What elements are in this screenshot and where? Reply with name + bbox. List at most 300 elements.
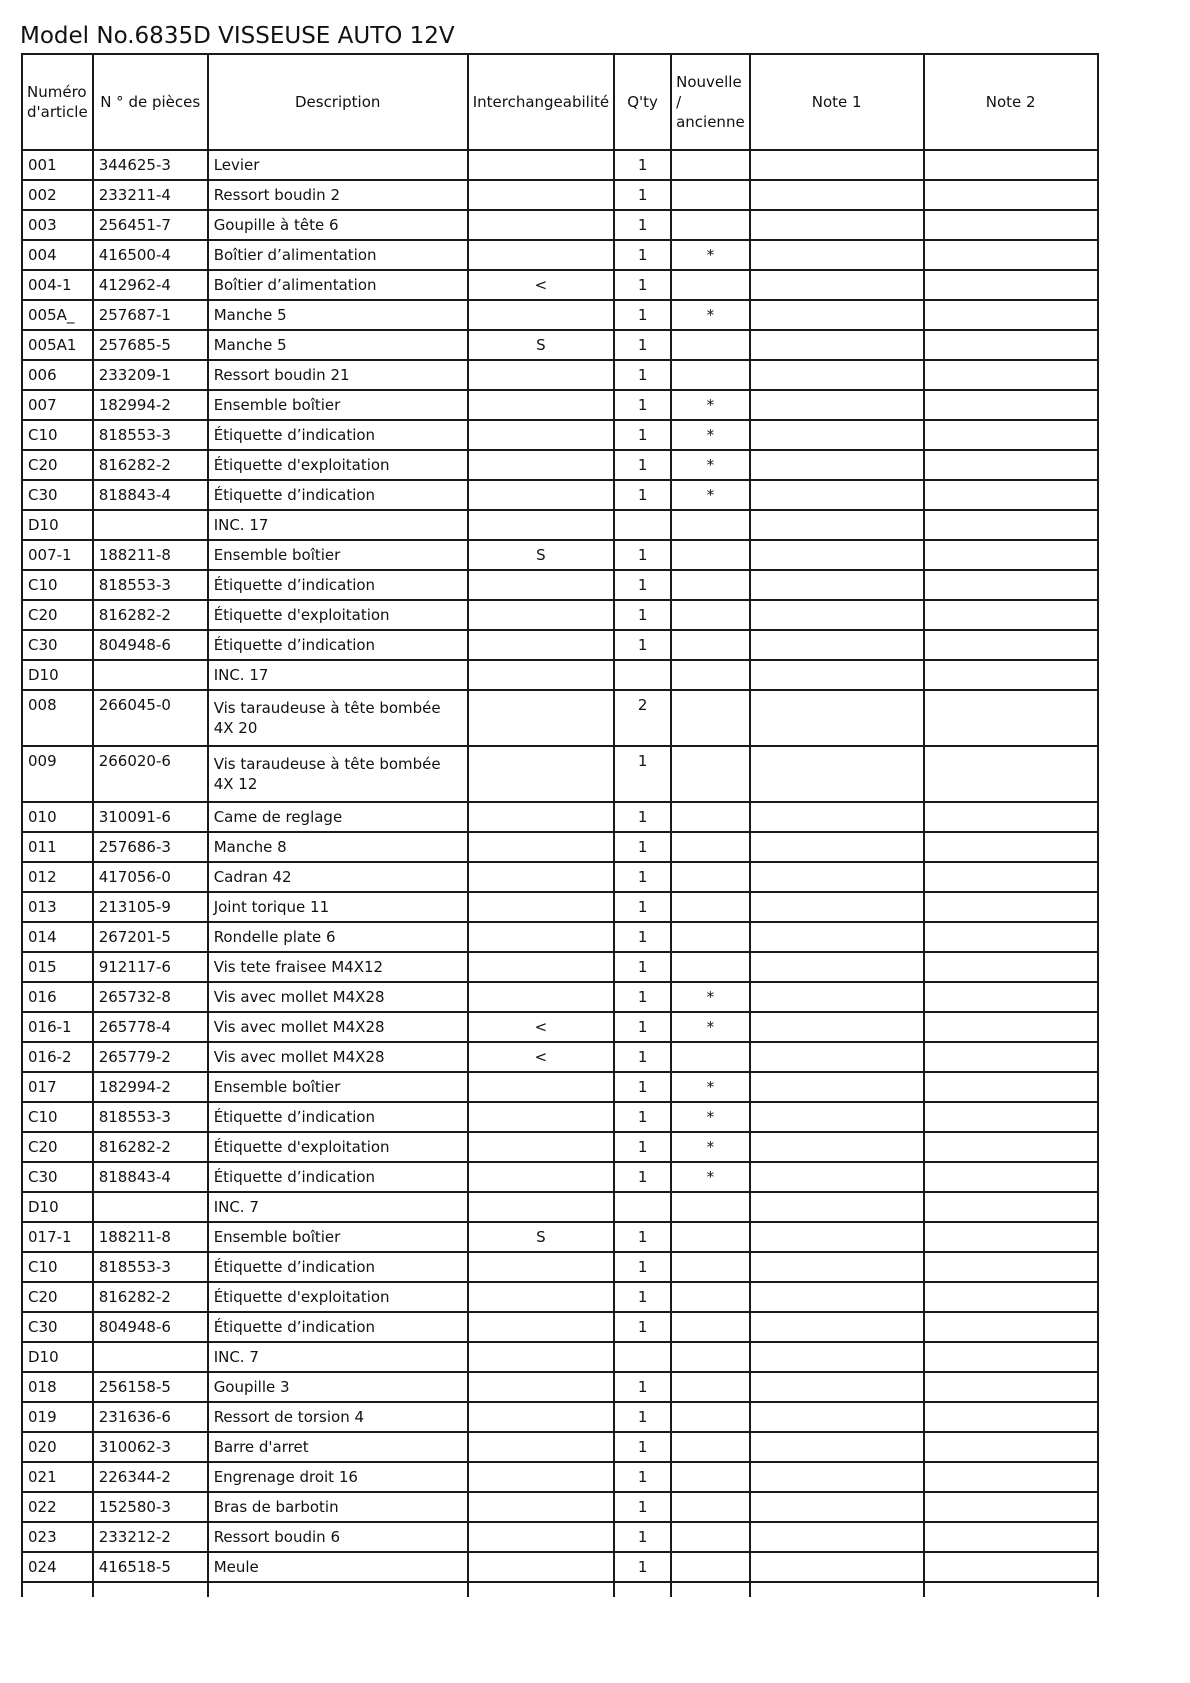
item-number-cell: C10 — [22, 420, 93, 450]
table-row — [22, 1042, 1098, 1072]
note2-cell — [924, 570, 1098, 600]
part-number-cell — [93, 510, 208, 540]
item-number-cell: C30 — [22, 480, 93, 510]
interchangeability-cell — [468, 1252, 614, 1282]
note1-cell — [750, 180, 924, 210]
item-number-cell: 010 — [22, 802, 93, 832]
item-number-cell: 020 — [22, 1432, 93, 1462]
note2-cell — [924, 450, 1098, 480]
part-number-cell: 188211-8 — [93, 1222, 208, 1252]
new-old-cell — [671, 802, 750, 832]
item-number-cell: C20 — [22, 1282, 93, 1312]
new-old-cell: * — [671, 420, 750, 450]
empty-cell — [468, 1582, 614, 1597]
header-description: Description — [208, 54, 468, 150]
note2-cell — [924, 240, 1098, 270]
table-row — [22, 690, 1098, 746]
note2-cell — [924, 1462, 1098, 1492]
part-number-cell: 816282-2 — [93, 450, 208, 480]
item-number-cell: C30 — [22, 630, 93, 660]
interchangeability-cell — [468, 1282, 614, 1312]
note2-cell — [924, 922, 1098, 952]
table-row — [22, 802, 1098, 832]
new-old-cell: * — [671, 1012, 750, 1042]
item-number-cell: C20 — [22, 450, 93, 480]
part-number-cell: 816282-2 — [93, 1132, 208, 1162]
note1-cell — [750, 1492, 924, 1522]
qty-cell: 1 — [614, 390, 671, 420]
new-old-cell: * — [671, 982, 750, 1012]
part-number-cell: 233212-2 — [93, 1522, 208, 1552]
qty-cell: 2 — [614, 690, 671, 746]
note2-cell — [924, 802, 1098, 832]
note2-cell — [924, 862, 1098, 892]
note1-cell — [750, 1522, 924, 1552]
note2-cell — [924, 1072, 1098, 1102]
note2-cell — [924, 1222, 1098, 1252]
table-row — [22, 1552, 1098, 1582]
table-row — [22, 480, 1098, 510]
note1-cell — [750, 802, 924, 832]
table-row — [22, 660, 1098, 690]
table-row — [22, 922, 1098, 952]
new-old-cell: * — [671, 1102, 750, 1132]
item-number-cell: 004 — [22, 240, 93, 270]
interchangeability-cell — [468, 240, 614, 270]
interchangeability-cell: S — [468, 330, 614, 360]
part-number-cell: 152580-3 — [93, 1492, 208, 1522]
note2-cell — [924, 1522, 1098, 1552]
table-row — [22, 746, 1098, 802]
item-number-cell: D10 — [22, 1342, 93, 1372]
description-cell: INC. 7 — [208, 1192, 468, 1222]
part-number-cell: 816282-2 — [93, 1282, 208, 1312]
item-number-cell: 018 — [22, 1372, 93, 1402]
table-row — [22, 1162, 1098, 1192]
description-cell: Vis avec mollet M4X28 — [208, 1042, 468, 1072]
new-old-cell — [671, 180, 750, 210]
interchangeability-cell — [468, 1162, 614, 1192]
item-number-cell: 007 — [22, 390, 93, 420]
qty-cell: 1 — [614, 802, 671, 832]
interchangeability-cell — [468, 360, 614, 390]
qty-cell: 1 — [614, 570, 671, 600]
interchangeability-cell: S — [468, 540, 614, 570]
note1-cell — [750, 1132, 924, 1162]
new-old-cell — [671, 600, 750, 630]
new-old-cell — [671, 952, 750, 982]
note2-cell — [924, 300, 1098, 330]
page-title: Model No.6835D VISSEUSE AUTO 12V — [20, 23, 455, 49]
interchangeability-cell — [468, 600, 614, 630]
part-number-cell — [93, 660, 208, 690]
table-row — [22, 540, 1098, 570]
note1-cell — [750, 570, 924, 600]
table-row — [22, 892, 1098, 922]
interchangeability-cell — [468, 660, 614, 690]
note1-cell — [750, 1462, 924, 1492]
empty-cell — [22, 1582, 93, 1597]
new-old-cell — [671, 1282, 750, 1312]
note1-cell — [750, 1222, 924, 1252]
note2-cell — [924, 210, 1098, 240]
part-number-cell: 182994-2 — [93, 1072, 208, 1102]
qty-cell: 1 — [614, 210, 671, 240]
new-old-cell — [671, 1492, 750, 1522]
new-old-cell — [671, 1372, 750, 1402]
description-cell: Étiquette d’indication — [208, 1162, 468, 1192]
description-cell: Ressort boudin 21 — [208, 360, 468, 390]
interchangeability-cell — [468, 1372, 614, 1402]
table-row — [22, 1282, 1098, 1312]
part-number-cell: 231636-6 — [93, 1402, 208, 1432]
interchangeability-cell — [468, 1072, 614, 1102]
qty-cell: 1 — [614, 1462, 671, 1492]
part-number-cell: 412962-4 — [93, 270, 208, 300]
table-row — [22, 1252, 1098, 1282]
item-number-cell: D10 — [22, 510, 93, 540]
description-cell: Vis avec mollet M4X28 — [208, 982, 468, 1012]
table-row — [22, 1012, 1098, 1042]
note2-cell — [924, 660, 1098, 690]
interchangeability-cell — [468, 1192, 614, 1222]
part-number-cell: 256158-5 — [93, 1372, 208, 1402]
qty-cell: 1 — [614, 1552, 671, 1582]
description-cell: Joint torique 11 — [208, 892, 468, 922]
table-row — [22, 510, 1098, 540]
note2-cell — [924, 1042, 1098, 1072]
table-row — [22, 300, 1098, 330]
interchangeability-cell — [468, 690, 614, 746]
note1-cell — [750, 270, 924, 300]
description-cell: Étiquette d'exploitation — [208, 600, 468, 630]
note2-cell — [924, 630, 1098, 660]
header-new-old: Nouvelle / ancienne — [671, 54, 750, 150]
description-cell: Étiquette d’indication — [208, 570, 468, 600]
new-old-cell: * — [671, 300, 750, 330]
qty-cell: 1 — [614, 1012, 671, 1042]
qty-cell: 1 — [614, 630, 671, 660]
note2-cell — [924, 360, 1098, 390]
interchangeability-cell — [468, 862, 614, 892]
item-number-cell: 004-1 — [22, 270, 93, 300]
note2-cell — [924, 420, 1098, 450]
description-cell: Vis avec mollet M4X28 — [208, 1012, 468, 1042]
note1-cell — [750, 832, 924, 862]
note1-cell — [750, 1312, 924, 1342]
qty-cell: 1 — [614, 952, 671, 982]
item-number-cell: 008 — [22, 690, 93, 746]
item-number-cell: 013 — [22, 892, 93, 922]
description-cell: Ensemble boîtier — [208, 390, 468, 420]
interchangeability-cell — [468, 180, 614, 210]
table-row — [22, 1102, 1098, 1132]
note2-cell — [924, 1162, 1098, 1192]
note1-cell — [750, 1042, 924, 1072]
note1-cell — [750, 892, 924, 922]
item-number-cell: C30 — [22, 1312, 93, 1342]
header-note1: Note 1 — [750, 54, 924, 150]
description-cell: Engrenage droit 16 — [208, 1462, 468, 1492]
header-part-no: N ° de pièces — [93, 54, 208, 150]
item-number-cell: C20 — [22, 600, 93, 630]
note2-cell — [924, 1132, 1098, 1162]
interchangeability-cell — [468, 982, 614, 1012]
table-row — [22, 1432, 1098, 1462]
note2-cell — [924, 746, 1098, 802]
description-cell: Rondelle plate 6 — [208, 922, 468, 952]
new-old-cell — [671, 832, 750, 862]
item-number-cell: C10 — [22, 570, 93, 600]
item-number-cell: D10 — [22, 1192, 93, 1222]
note1-cell — [750, 480, 924, 510]
note1-cell — [750, 300, 924, 330]
item-number-cell: 017 — [22, 1072, 93, 1102]
part-number-cell: 416500-4 — [93, 240, 208, 270]
note1-cell — [750, 952, 924, 982]
table-row — [22, 1402, 1098, 1432]
part-number-cell: 818553-3 — [93, 1102, 208, 1132]
table-row — [22, 1522, 1098, 1552]
item-number-cell: 006 — [22, 360, 93, 390]
description-cell: INC. 7 — [208, 1342, 468, 1372]
qty-cell: 1 — [614, 1312, 671, 1342]
new-old-cell: * — [671, 450, 750, 480]
part-number-cell: 265732-8 — [93, 982, 208, 1012]
note1-cell — [750, 540, 924, 570]
interchangeability-cell: S — [468, 1222, 614, 1252]
description-cell: Étiquette d’indication — [208, 420, 468, 450]
interchangeability-cell — [468, 480, 614, 510]
note1-cell — [750, 510, 924, 540]
part-number-cell: 818843-4 — [93, 480, 208, 510]
part-number-cell: 256451-7 — [93, 210, 208, 240]
description-cell: Boîtier d’alimentation — [208, 240, 468, 270]
description-cell: Manche 5 — [208, 330, 468, 360]
note2-cell — [924, 832, 1098, 862]
interchangeability-cell — [468, 832, 614, 862]
item-number-cell: 012 — [22, 862, 93, 892]
description-cell: Ressort boudin 2 — [208, 180, 468, 210]
part-number-cell: 233209-1 — [93, 360, 208, 390]
part-number-cell: 213105-9 — [93, 892, 208, 922]
new-old-cell — [671, 630, 750, 660]
new-old-cell — [671, 1552, 750, 1582]
note1-cell — [750, 1402, 924, 1432]
empty-cell — [750, 1582, 924, 1597]
item-number-cell: C30 — [22, 1162, 93, 1192]
note2-cell — [924, 1102, 1098, 1132]
note1-cell — [750, 1342, 924, 1372]
description-cell: Ressort boudin 6 — [208, 1522, 468, 1552]
interchangeability-cell — [468, 300, 614, 330]
note1-cell — [750, 660, 924, 690]
note2-cell — [924, 1342, 1098, 1372]
description-cell: Ensemble boîtier — [208, 1072, 468, 1102]
note2-cell — [924, 1372, 1098, 1402]
table-row — [22, 1372, 1098, 1402]
description-cell: Boîtier d’alimentation — [208, 270, 468, 300]
empty-cell — [671, 1582, 750, 1597]
interchangeability-cell — [468, 510, 614, 540]
interchangeability-cell — [468, 1552, 614, 1582]
new-old-cell — [671, 510, 750, 540]
empty-cell — [614, 1582, 671, 1597]
interchangeability-cell — [468, 1342, 614, 1372]
interchangeability-cell — [468, 1132, 614, 1162]
item-number-cell: 019 — [22, 1402, 93, 1432]
note1-cell — [750, 420, 924, 450]
interchangeability-cell — [468, 1102, 614, 1132]
part-number-cell — [93, 1342, 208, 1372]
description-cell: Cadran 42 — [208, 862, 468, 892]
qty-cell: 1 — [614, 746, 671, 802]
item-number-cell: 014 — [22, 922, 93, 952]
description-cell: INC. 17 — [208, 660, 468, 690]
note1-cell — [750, 746, 924, 802]
qty-cell: 1 — [614, 600, 671, 630]
part-number-cell: 816282-2 — [93, 600, 208, 630]
qty-cell: 1 — [614, 420, 671, 450]
qty-cell: 1 — [614, 360, 671, 390]
description-cell: Vis tete fraisee M4X12 — [208, 952, 468, 982]
part-number-cell: 265779-2 — [93, 1042, 208, 1072]
table-row — [22, 240, 1098, 270]
interchangeability-cell: < — [468, 1012, 614, 1042]
part-number-cell: 265778-4 — [93, 1012, 208, 1042]
description-cell: Levier — [208, 150, 468, 180]
interchangeability-cell — [468, 1492, 614, 1522]
note2-cell — [924, 1192, 1098, 1222]
note1-cell — [750, 210, 924, 240]
qty-cell — [614, 660, 671, 690]
table-row — [22, 1192, 1098, 1222]
part-number-cell: 912117-6 — [93, 952, 208, 982]
new-old-cell: * — [671, 240, 750, 270]
part-number-cell: 257687-1 — [93, 300, 208, 330]
note2-cell — [924, 480, 1098, 510]
interchangeability-cell — [468, 1312, 614, 1342]
note1-cell — [750, 1252, 924, 1282]
interchangeability-cell — [468, 570, 614, 600]
empty-cell — [93, 1582, 208, 1597]
note2-cell — [924, 180, 1098, 210]
interchangeability-cell — [468, 150, 614, 180]
part-number-cell: 188211-8 — [93, 540, 208, 570]
table-row — [22, 862, 1098, 892]
note1-cell — [750, 690, 924, 746]
note2-cell — [924, 1432, 1098, 1462]
part-number-cell: 818553-3 — [93, 1252, 208, 1282]
description-cell: Goupille 3 — [208, 1372, 468, 1402]
note1-cell — [750, 390, 924, 420]
description-cell: Étiquette d’indication — [208, 480, 468, 510]
interchangeability-cell — [468, 450, 614, 480]
note1-cell — [750, 1072, 924, 1102]
table-row — [22, 1492, 1098, 1522]
note1-cell — [750, 600, 924, 630]
part-number-cell: 416518-5 — [93, 1552, 208, 1582]
header-qty: Q'ty — [614, 54, 671, 150]
interchangeability-cell: < — [468, 270, 614, 300]
qty-cell — [614, 1342, 671, 1372]
part-number-cell: 804948-6 — [93, 630, 208, 660]
note1-cell — [750, 922, 924, 952]
table-row — [22, 420, 1098, 450]
qty-cell — [614, 1192, 671, 1222]
part-number-cell: 233211-4 — [93, 180, 208, 210]
table-row — [22, 390, 1098, 420]
empty-cell — [924, 1582, 1098, 1597]
interchangeability-cell — [468, 1522, 614, 1552]
interchangeability-cell — [468, 802, 614, 832]
interchangeability-cell — [468, 892, 614, 922]
note1-cell — [750, 1552, 924, 1582]
new-old-cell — [671, 210, 750, 240]
note2-cell — [924, 1552, 1098, 1582]
new-old-cell — [671, 892, 750, 922]
note1-cell — [750, 360, 924, 390]
table-row — [22, 570, 1098, 600]
qty-cell: 1 — [614, 150, 671, 180]
new-old-cell — [671, 1462, 750, 1492]
interchangeability-cell — [468, 952, 614, 982]
new-old-cell — [671, 540, 750, 570]
description-cell: Meule — [208, 1552, 468, 1582]
interchangeability-cell — [468, 1432, 614, 1462]
new-old-cell: * — [671, 480, 750, 510]
table-header-row — [22, 54, 1098, 150]
new-old-cell — [671, 1222, 750, 1252]
interchangeability-cell — [468, 630, 614, 660]
table-row — [22, 832, 1098, 862]
description-cell: Ensemble boîtier — [208, 540, 468, 570]
description-cell: Ressort de torsion 4 — [208, 1402, 468, 1432]
description-cell: INC. 17 — [208, 510, 468, 540]
description-cell: Bras de barbotin — [208, 1492, 468, 1522]
new-old-cell — [671, 1432, 750, 1462]
qty-cell: 1 — [614, 832, 671, 862]
qty-cell: 1 — [614, 922, 671, 952]
interchangeability-cell — [468, 746, 614, 802]
new-old-cell — [671, 746, 750, 802]
new-old-cell — [671, 1192, 750, 1222]
qty-cell: 1 — [614, 540, 671, 570]
note2-cell — [924, 270, 1098, 300]
description-cell: Étiquette d'exploitation — [208, 1282, 468, 1312]
interchangeability-cell: < — [468, 1042, 614, 1072]
part-number-cell: 804948-6 — [93, 1312, 208, 1342]
table-row — [22, 450, 1098, 480]
table-row — [22, 180, 1098, 210]
table-row — [22, 210, 1098, 240]
note2-cell — [924, 1402, 1098, 1432]
note2-cell — [924, 390, 1098, 420]
item-number-cell: 001 — [22, 150, 93, 180]
note2-cell — [924, 1252, 1098, 1282]
header-item-no: Numéro d'article — [22, 54, 93, 150]
part-number-cell: 182994-2 — [93, 390, 208, 420]
note2-cell — [924, 1312, 1098, 1342]
qty-cell: 1 — [614, 270, 671, 300]
new-old-cell — [671, 1522, 750, 1552]
note2-cell — [924, 150, 1098, 180]
interchangeability-cell — [468, 1402, 614, 1432]
note1-cell — [750, 1282, 924, 1312]
description-cell: Étiquette d'exploitation — [208, 450, 468, 480]
note2-cell — [924, 600, 1098, 630]
qty-cell — [614, 510, 671, 540]
